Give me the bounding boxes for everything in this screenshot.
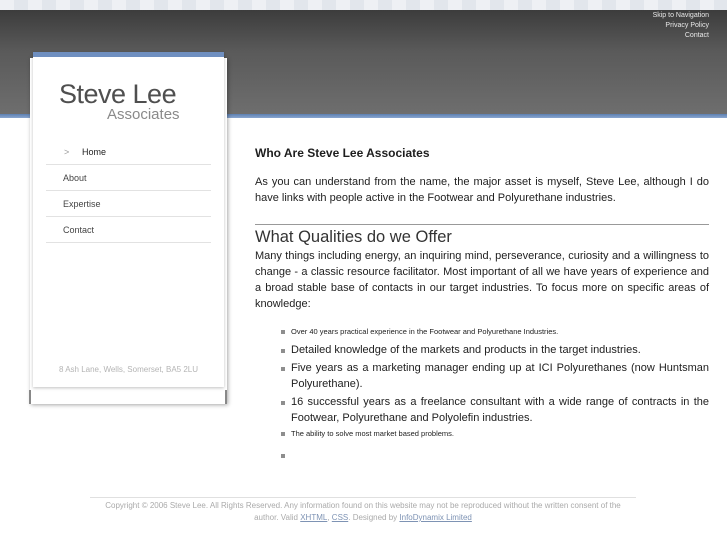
intro-paragraph: As you can understand from the name, the major asset is myself, Steve Lee, although I do have links with people active in the Footwear and Polyurethane industries. <box>255 176 709 204</box>
qualities-paragraph: Many things including energy, an inquiring mind, perseverance, curiosity and a willingness to change - a classic resource facilitator. Most important of all we have years of experience and a broad stable base of contacts in our target industries. To focus more on specific areas of knowledge: <box>255 250 709 310</box>
page-title: Who Are Steve Lee Associates <box>255 146 430 160</box>
nav-item-contact[interactable] <box>46 218 211 243</box>
footer <box>100 500 626 524</box>
skip-to-navigation-link[interactable]: Skip to Navigation <box>652 12 709 19</box>
nav-item-label: About <box>63 173 87 183</box>
postal-address: 8 Ash Lane, Wells, Somerset, BA5 2LU <box>58 365 199 374</box>
top-pattern-strip <box>0 0 727 10</box>
utility-links <box>653 11 709 41</box>
list-item: Detailed knowledge of the markets and products in the target industries. <box>281 342 709 358</box>
nav-item-expertise[interactable] <box>46 192 211 217</box>
privacy-policy-link[interactable]: Privacy Policy <box>665 22 709 29</box>
logo-subtitle: Associates <box>107 106 180 123</box>
nav-item-label: Home <box>82 147 107 157</box>
xhtml-validation-link[interactable]: XHTML <box>300 513 328 522</box>
footer-divider <box>90 497 636 498</box>
section-divider <box>255 224 709 225</box>
qualities-list <box>281 326 709 460</box>
main-navigation <box>46 140 211 244</box>
nav-item-home[interactable] <box>46 140 211 165</box>
list-item: Over 40 years practical experience in the Footwear and Polyurethane Industries. <box>281 326 709 338</box>
contact-link[interactable]: Contact <box>684 32 709 39</box>
footer-separator: , <box>327 513 332 522</box>
list-item: 16 successful years as a freelance consultant with a wide range of contracts in the Footwear, Polyurethane and Polyolefin industries. <box>281 394 709 426</box>
nav-item-about[interactable] <box>46 166 211 191</box>
list-item: The ability to solve most market based problems. <box>281 428 709 440</box>
site-logo[interactable] <box>59 79 199 127</box>
nav-item-label: Contact <box>63 225 95 235</box>
list-item: Five years as a marketing manager ending up at ICI Polyurethanes (now Huntsman Polyurethane). <box>281 360 709 392</box>
empty-list-item <box>281 448 709 460</box>
qualities-heading: What Qualities do we Offer <box>255 228 452 246</box>
logo-name: Steve Lee <box>59 79 177 109</box>
footer-designed-by: . Designed by <box>348 513 400 522</box>
css-validation-link[interactable]: CSS <box>331 513 349 522</box>
nav-item-label: Expertise <box>63 199 101 209</box>
designer-link[interactable]: InfoDynamix Limited <box>399 513 472 522</box>
sidebar-rails <box>29 390 227 404</box>
active-arrow-icon: > <box>64 147 70 157</box>
sidebar <box>33 52 224 387</box>
footer-copyright: Copyright © 2006 Steve Lee. All Rights Reserved. Any information found on this website may not be reproduced without the written consent of the author. Valid <box>105 501 621 522</box>
